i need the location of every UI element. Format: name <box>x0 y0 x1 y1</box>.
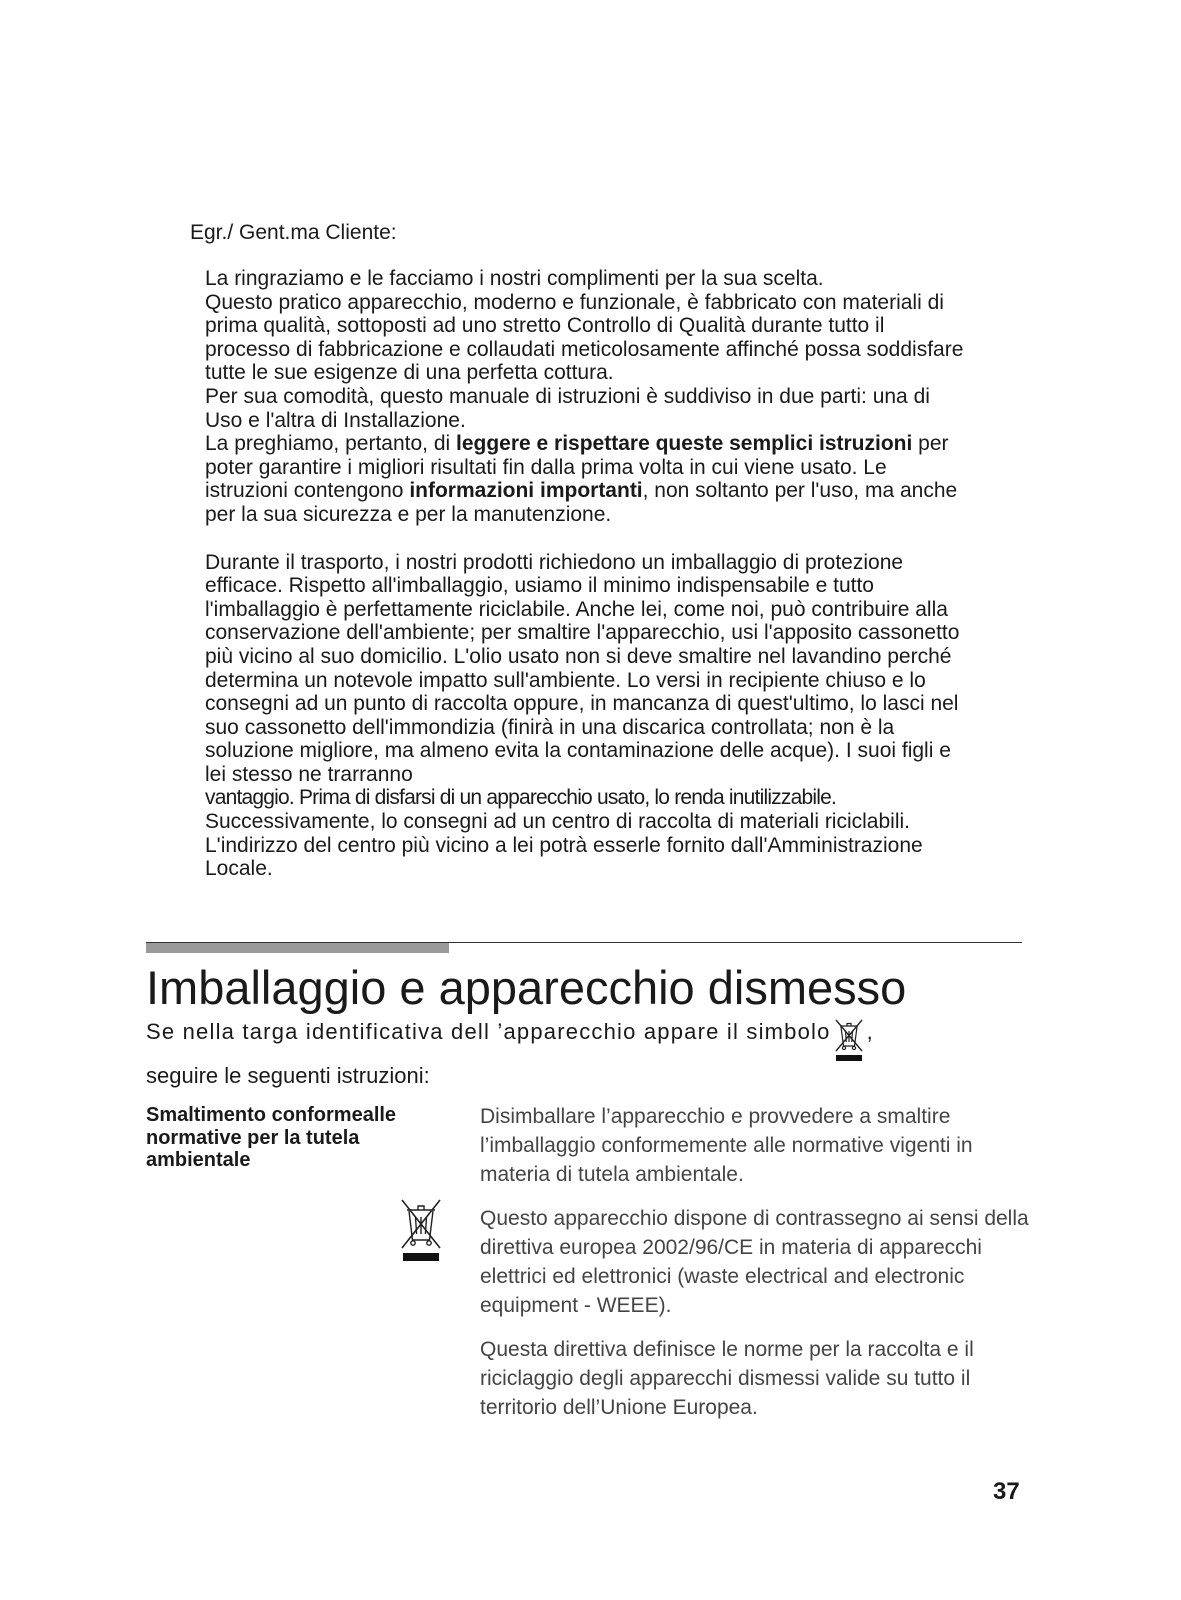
emphasis-important-info: informazioni importanti <box>409 479 643 503</box>
intro-letter <box>205 267 965 881</box>
body-paragraph-directive: Questa direttiva definisce le norme per la raccolta e il riciclaggio degli apparecchi dismessi valide su tutto il territorio dell’Unione Europea. <box>480 1338 974 1419</box>
subtitle-line-2: seguire le seguenti istruzioni: <box>146 1063 430 1088</box>
transport-text-end: Successivamente, lo consegni ad un centro di raccolta di materiali riciclabili. L'indirizzo del centro più vicino a lei potrà esserle fornito dall'Amministrazione Locale. <box>205 810 923 881</box>
transport-text: Durante il trasporto, i nostri prodotti richiedono un imballaggio di protezione efficace. Rispetto all'imballaggio, usiamo il minimo indispensabile e tutto l'imballaggio è perfettamente riciclabile. Anche lei, come noi, può contribuire alla conservazione dell'ambiente; per smaltire l'apparecchio, usi l'apposito cassonetto più vicino al suo domicilio. L'olio usato non si deve smaltire nel lavandino perché determina un notevole impatto sull'ambiente. Lo versi in recipiente chiuso e lo consegni ad un punto di raccolta oppure, in mancanza di quest'ultimo, lo lasci nel suo cassonetto dell'immondizia (finirà in una discarica controllata; non è la soluzione migliore, ma almeno evita la contaminazione delle acque). I suoi figli e lei stesso ne trarranno <box>205 550 960 786</box>
body-paragraph-packaging: Disimballare l’apparecchio e provvedere a smaltire l’imballaggio conformemente alle normative vigenti in materia di tutela ambientale. <box>480 1105 973 1186</box>
section-divider-accent <box>146 943 449 953</box>
intro-paragraph <box>205 267 965 527</box>
subtitle-comma: , <box>866 1019 873 1044</box>
section-title: Imballaggio e apparecchio dismesso <box>146 961 907 1014</box>
intro-text-results: per poter garantire i migliori risultati fin dalla prima volta in cui viene usato. Le istruzioni contengono <box>205 432 949 503</box>
section-subtitle <box>146 1019 1006 1089</box>
intro-text-manual: Per sua comodità, questo manuale di istruzioni è suddiviso in due parti: una di Uso e l'altra di Installazione. <box>205 384 930 432</box>
transport-paragraph <box>205 551 965 881</box>
weee-bin-icon <box>398 1196 444 1264</box>
disposal-instructions <box>480 1102 1040 1437</box>
greeting: Egr./ Gent.ma Cliente: <box>190 221 397 244</box>
page-number: 37 <box>993 1478 1020 1505</box>
emphasis-read-instructions: leggere e rispettare queste semplici istruzioni <box>456 432 913 456</box>
side-heading: Smaltimento conformealle normative per la tutela ambientale <box>146 1104 397 1171</box>
weee-symbol-icon <box>833 1017 865 1063</box>
intro-text-safety: , non soltanto per l'uso, ma anche per la sua sicurezza e per la manutenzione. <box>205 479 958 526</box>
transport-line-condensed: vantaggio. Prima di disfarsi di un apparecchio usato, lo renda inutilizzabile. <box>205 786 836 810</box>
intro-text-quality: Questo pratico apparecchio, moderno e funzionale, è fabbricato con materiali di prima qualità, sottoposti ad uno stretto Controllo di Qualità durante tutto il processo di fabbricazione e collaudati meticolosamente affinché possa soddisfare tutte le sue esigenze di una perfetta cottura. <box>205 290 964 385</box>
intro-text-request: La preghiamo, pertanto, di <box>205 432 456 456</box>
body-paragraph-weee: Questo apparecchio dispone di contrassegno ai sensi della direttiva europea 2002/96/CE in materia di apparecchi elettrici ed elettronici (waste electrical and electronic equipment - WEEE). <box>480 1207 1029 1317</box>
subtitle-line-1: Se nella targa identificativa dell ’apparecchio appare il simbolo <box>146 1019 831 1044</box>
intro-line-thanks: La ringraziamo e le facciamo i nostri complimenti per la sua scelta. <box>205 267 824 290</box>
